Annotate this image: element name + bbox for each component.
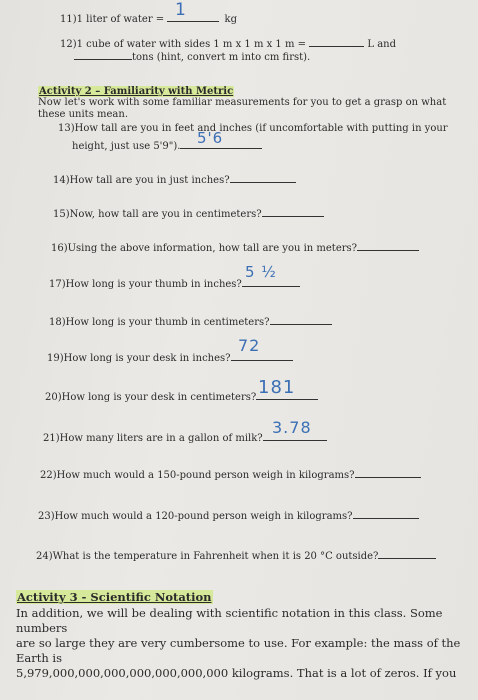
question-16: 16)Using the above information, how tall are you in meters?: [51, 240, 419, 255]
question-12-line2: tons (hint, convert m into cm first).: [74, 49, 310, 64]
question-12-line1: 12)1 cube of water with sides 1 m x 1 m x 1 m = L and: [60, 36, 396, 51]
question-24: 24)What is the temperature in Fahrenheit when it is 20 °C outside?: [36, 548, 436, 563]
question-13-line1: 13)How tall are you in feet and inches (if uncomfortable with putting in your: [58, 123, 448, 134]
answer-20: 181: [258, 377, 296, 398]
question-14: 14)How tall are you in just inches?: [53, 172, 296, 187]
activity-3-paragraph: In addition, we will be dealing with scientific notation in this class. Some numbers are so large they are very cumbersome to use. For example: the mass of the Earth is 5,979,000,000,000,000,000,000,000 kilograms. That is a lot of zeros. If you: [16, 606, 461, 680]
question-19: 19)How long is your desk in inches?: [47, 350, 293, 365]
answer-13: 5'6: [197, 129, 224, 147]
activity-2-intro: Now let's work with some familiar measurements for you to get a grasp on what these units mean.: [38, 97, 447, 120]
question-20: 20)How long is your desk in centimeters?: [45, 389, 318, 404]
question-15: 15)Now, how tall are you in centimeters?: [53, 206, 324, 221]
question-13-line2: height, just use 5'9").: [72, 138, 262, 153]
activity-3-heading: Activity 3 - Scientific Notation: [17, 590, 212, 604]
answer-17: 5 ½: [245, 263, 277, 281]
answer-11: 1: [175, 0, 187, 20]
answer-19: 72: [238, 336, 261, 355]
activity-2-heading: Activity 2 – Familiarity with Metric: [39, 86, 234, 97]
question-21: 21)How many liters are in a gallon of milk?: [43, 430, 327, 445]
question-18: 18)How long is your thumb in centimeters?: [49, 314, 332, 329]
question-11: 11)1 liter of water = kg: [60, 11, 237, 26]
question-23: 23)How much would a 120-pound person weigh in kilograms?: [38, 508, 419, 523]
question-22: 22)How much would a 150-pound person weigh in kilograms?: [40, 467, 421, 482]
answer-21: 3.78: [272, 418, 312, 437]
question-17: 17)How long is your thumb in inches?: [49, 276, 300, 291]
